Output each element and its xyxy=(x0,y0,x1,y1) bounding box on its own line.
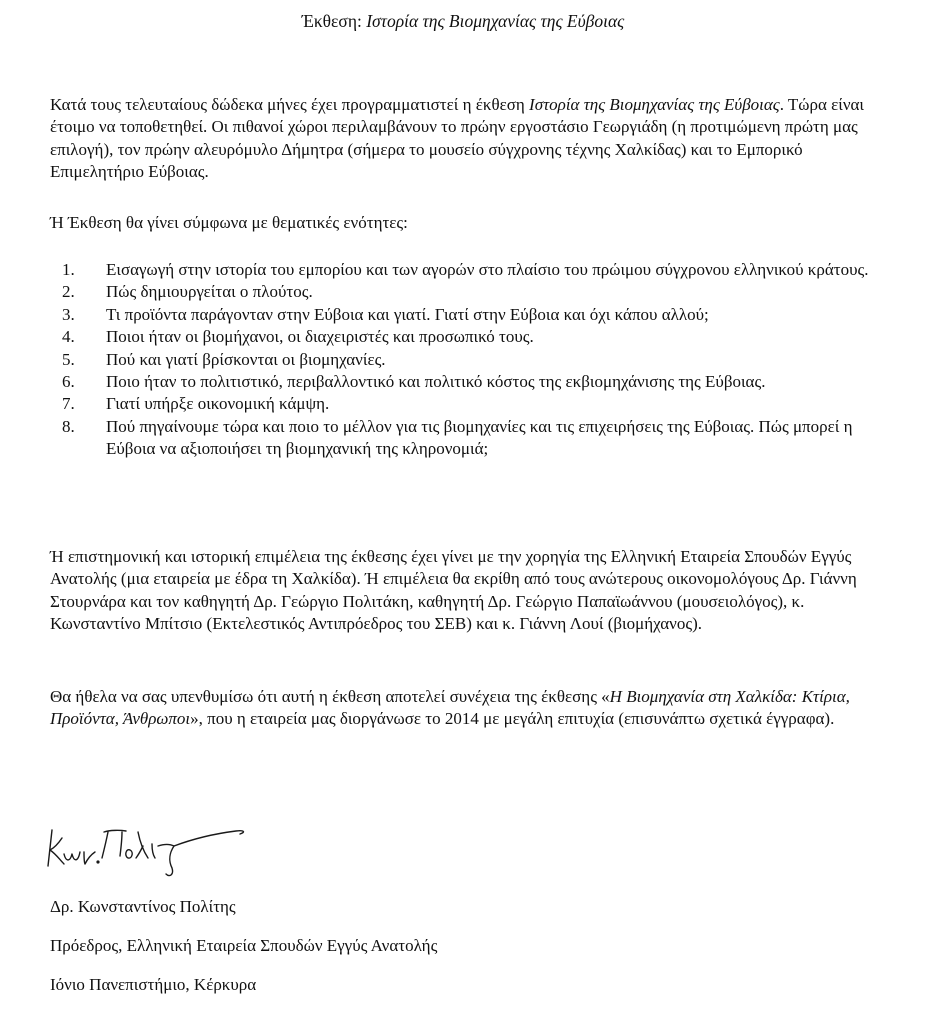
sponsorship-paragraph: Ή επιστημονική και ιστορική επιμέλεια της έκθεσης έχει γίνει με την χορηγία της Ελληνική Εταιρεία Σπουδών Εγγύς Ανατολής (μια εταιρεία με έδρα τη Χαλκίδα). Ή επιμέλεια θα εκρίθη από τους ανώτερους οικονομολόγους Δρ. Γιάννη Στουρνάρα και τον καθηγητή Δρ. Γεώργιο Πολιτάκη, καθηγητή Δρ. Γεώργιο Παπαϊωάννου (μουσειολόγος), κ. Κωνσταντίνο Μπίτσιο (Εκτελεστικός Αντιπρόεδρος του ΣΕΒ) και κ. Γιάννη Λουί (βιομήχανος). xyxy=(50,547,857,634)
list-item-text: Ποιο ήταν το πολιτιστικό, περιβαλλοντικό και πολιτικό κόστος της εκβιομηχάνισης της Εύβοιας. xyxy=(106,372,766,392)
list-item-text: Τι προϊόντα παράγονταν στην Εύβοια και γιατί. Γιατί στην Εύβοια και όχι κάπου αλλού; xyxy=(106,304,709,324)
list-item xyxy=(62,304,892,326)
list-item-number: 2. xyxy=(62,282,75,302)
themes-list xyxy=(62,259,892,461)
list-item xyxy=(62,371,892,393)
list-item xyxy=(62,349,892,371)
title-prefix: Έκθεση: xyxy=(301,11,367,31)
themes-intro: Ή Έκθεση θα γίνει σύμφωνα με θεματικές ενότητες: xyxy=(50,213,408,232)
list-item-text: Γιατί υπήρξε οικονομική κάμψη. xyxy=(106,394,330,414)
previous-exhibit-title: Η Βιομηχανία στη Χαλκίδα: Κτίρια, Προϊόντα, Άνθρωποι xyxy=(50,687,850,729)
intro-text-before: Κατά τους τελευταίους δώδεκα μήνες έχει προγραμματιστεί η έκθεση xyxy=(50,95,530,114)
list-item xyxy=(62,416,892,461)
title-exhibit-name: Ιστορία της Βιομηχανίας της Εύβοιας xyxy=(366,11,625,31)
intro-text-after: . Τώρα είναι έτοιμο να τοποθετηθεί. Οι πιθανοί χώροι περιλαμβάνουν το πρώην εργοστάσιο Γεωργιάδη (η προτιμώμενη πρώτη μας επιλογή), τον πρώην αλευρόμυλο Δήμητρα (σήμερα το μουσείο σύγχρονης τέχνης Χαλκίδας) και το Εμπορικό Επιμελητήριο Εύβοιας. xyxy=(50,95,865,182)
list-item-number: 5. xyxy=(62,349,75,369)
list-item-text: Ποιοι ήταν οι βιομήχανοι, οι διαχειριστές και προσωπικό τους. xyxy=(106,327,534,347)
list-item-text: Πού πηγαίνουμε τώρα και ποιο το μέλλον για τις βιομηχανίες και τις επιχειρήσεις της Εύβοιας. Πώς μπορεί η Εύβοια να αξιοποιήσει τη βιομηχανική της κληρονομιά; xyxy=(106,416,853,459)
list-item-number: 1. xyxy=(62,260,75,279)
list-item-number: 7. xyxy=(62,394,75,414)
intro-paragraph xyxy=(50,94,890,184)
list-item xyxy=(62,393,892,415)
list-item-text: Εισαγωγή στην ιστορία του εμπορίου και των αγορών στο πλαίσιο του πρώιμου σύγχρονου ελληνικού κράτους. xyxy=(106,260,869,279)
list-item-text: Πού και γιατί βρίσκονται οι βιομηχανίες. xyxy=(106,349,386,369)
list-item-number: 6. xyxy=(62,372,75,392)
list-item xyxy=(62,281,892,303)
intro-exhibit-name: Ιστορία της Βιομηχανίας της Εύβοιας xyxy=(529,95,780,114)
list-item-text: Πώς δημιουργείται ο πλούτος. xyxy=(106,282,313,302)
list-item-number: 3. xyxy=(62,304,75,324)
signer-name: Δρ. Κωνσταντίνος Πολίτης xyxy=(50,897,236,916)
list-item xyxy=(62,259,892,281)
handwritten-signature xyxy=(40,818,250,880)
list-item xyxy=(62,326,892,348)
reminder-paragraph xyxy=(50,686,890,731)
document-title xyxy=(0,10,926,32)
list-item-number: 4. xyxy=(62,327,75,347)
reminder-text-after: », που η εταιρεία μας διοργάνωσε το 2014 με μεγάλη επιτυχία (επισυνάπτω σχετικά έγγραφα). xyxy=(190,709,835,729)
signer-affiliation: Ιόνιο Πανεπιστήμιο, Κέρκυρα xyxy=(50,975,257,994)
list-item-number: 8. xyxy=(62,416,75,436)
signer-role: Πρόεδρος, Ελληνική Εταιρεία Σπουδών Εγγύς Ανατολής xyxy=(50,936,438,955)
reminder-text-before: Θα ήθελα να σας υπενθυμίσω ότι αυτή η έκθεση αποτελεί συνέχεια της έκθεσης « xyxy=(50,687,610,706)
